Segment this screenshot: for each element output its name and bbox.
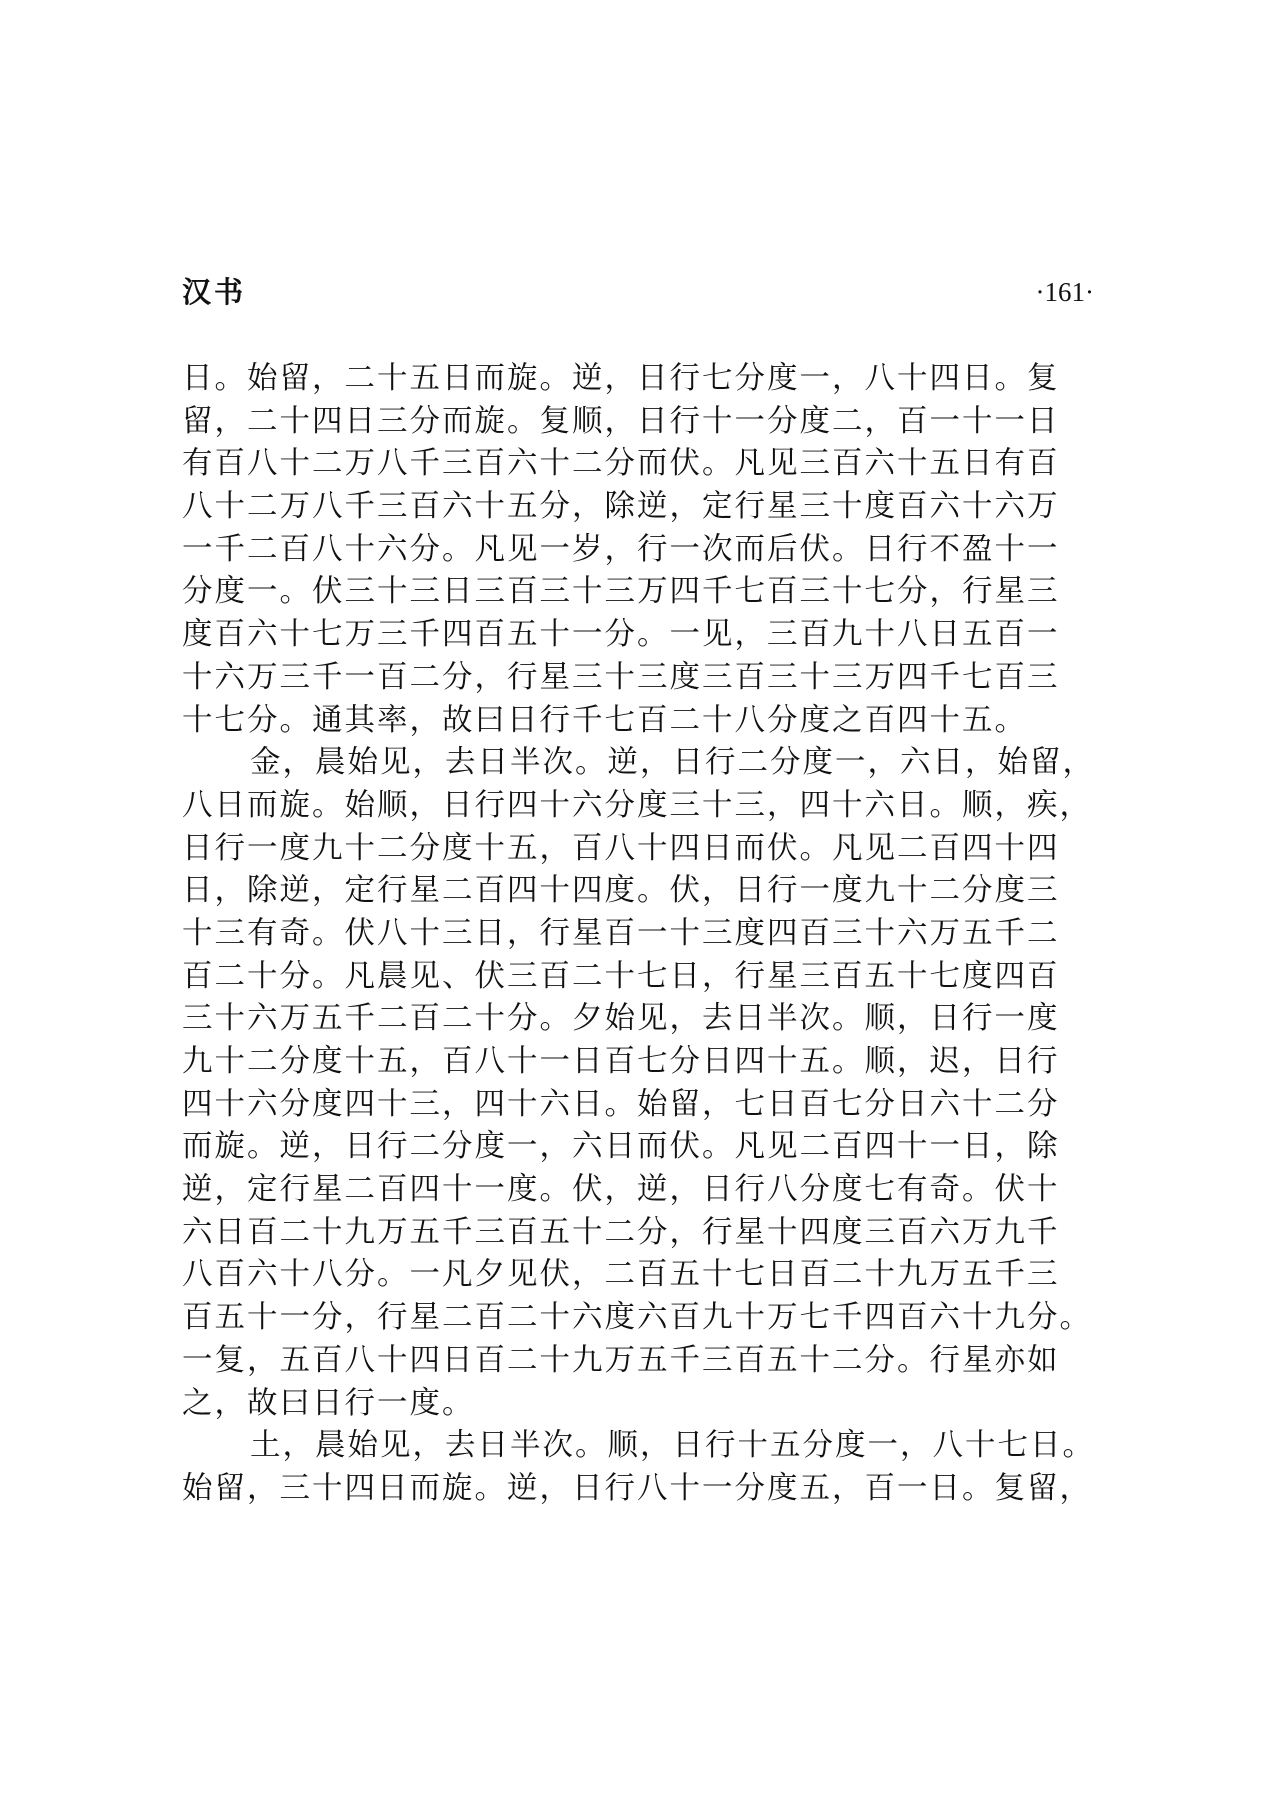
- page-number: ·161·: [1035, 277, 1094, 307]
- text-line: 始留，三十四日而旋。逆，日行八十一分度五，百一日。复留，: [182, 1470, 1092, 1506]
- text-line: 留，二十四日三分而旋。复顺，日行十一分度二，百一十一日: [182, 403, 1060, 439]
- text-line: 而旋。逆，日行二分度一，六日而伏。凡见二百四十一日，除: [182, 1129, 1060, 1165]
- text-line: 之，故曰日行一度。: [182, 1385, 475, 1421]
- text-line: 六日百二十九万五千三百五十二分，行星十四度三百六万九千: [182, 1214, 1060, 1250]
- text-line: 百五十一分，行星二百二十六度六百九十万七千四百六十九分。: [182, 1300, 1092, 1336]
- text-line: 八百六十八分。一凡夕见伏，二百五十七日百二十九万五千三: [182, 1257, 1060, 1293]
- body-text: [182, 358, 1094, 1511]
- page-header: [182, 268, 1094, 316]
- text-line: 日。始留，二十五日而旋。逆，日行七分度一，八十四日。复: [182, 361, 1060, 396]
- text-line: 十三有奇。伏八十三日，行星百一十三度四百三十六万五千二: [182, 915, 1060, 951]
- book-title: 汉书: [182, 275, 247, 309]
- text-line: 十六万三千一百二分，行星三十三度三百三十三万四千七百三: [182, 659, 1060, 695]
- text-line: 四十六分度四十三，四十六日。始留，七日百七分日六十二分: [182, 1086, 1060, 1122]
- text-line: 九十二分度十五，百八十一日百七分日四十五。顺，迟，日行: [182, 1044, 1060, 1079]
- text-line: 百二十分。凡晨见、伏三百二十七日，行星三百五十七度四百: [182, 958, 1060, 994]
- text-line: 逆，定行星二百四十一度。伏，逆，日行八分度七有奇。伏十: [182, 1172, 1060, 1208]
- text-line: 八日而旋。始顺，日行四十六分度三十三，四十六日。顺，疾，: [182, 787, 1092, 823]
- text-line: 三十六万五千二百二十分。夕始见，去日半次。顺，日行一度: [182, 1001, 1060, 1037]
- text-line: 一复，五百八十四日百二十九万五千三百五十二分。行星亦如: [182, 1342, 1060, 1378]
- text-line: 分度一。伏三十三日三百三十三万四千七百三十七分，行星三: [182, 574, 1060, 610]
- text-line: 有百八十二万八千三百六十二分而伏。凡见三百六十五日有百: [182, 446, 1060, 482]
- text-line: 日行一度九十二分度十五，百八十四日而伏。凡见二百四十四: [182, 830, 1060, 866]
- text-line: 十七分。通其率，故曰日行千七百二十八分度之百四十五。: [182, 702, 1027, 738]
- paragraph-start-line: 金，晨始见，去日半次。逆，日行二分度一，六日，始留，: [250, 745, 1095, 781]
- paragraph-start-line: 土，晨始见，去日半次。顺，日行十五分度一，八十七日。: [250, 1428, 1095, 1464]
- text-line: 日，除逆，定行星二百四十四度。伏，日行一度九十二分度三: [182, 873, 1060, 909]
- text-line: 度百六十七万三千四百五十一分。一见，三百九十八日五百一: [182, 617, 1060, 653]
- text-line: 一千二百八十六分。凡见一岁，行一次而后伏。日行不盈十一: [182, 531, 1060, 567]
- text-line: 八十二万八千三百六十五分，除逆，定行星三十度百六十六万: [182, 489, 1060, 525]
